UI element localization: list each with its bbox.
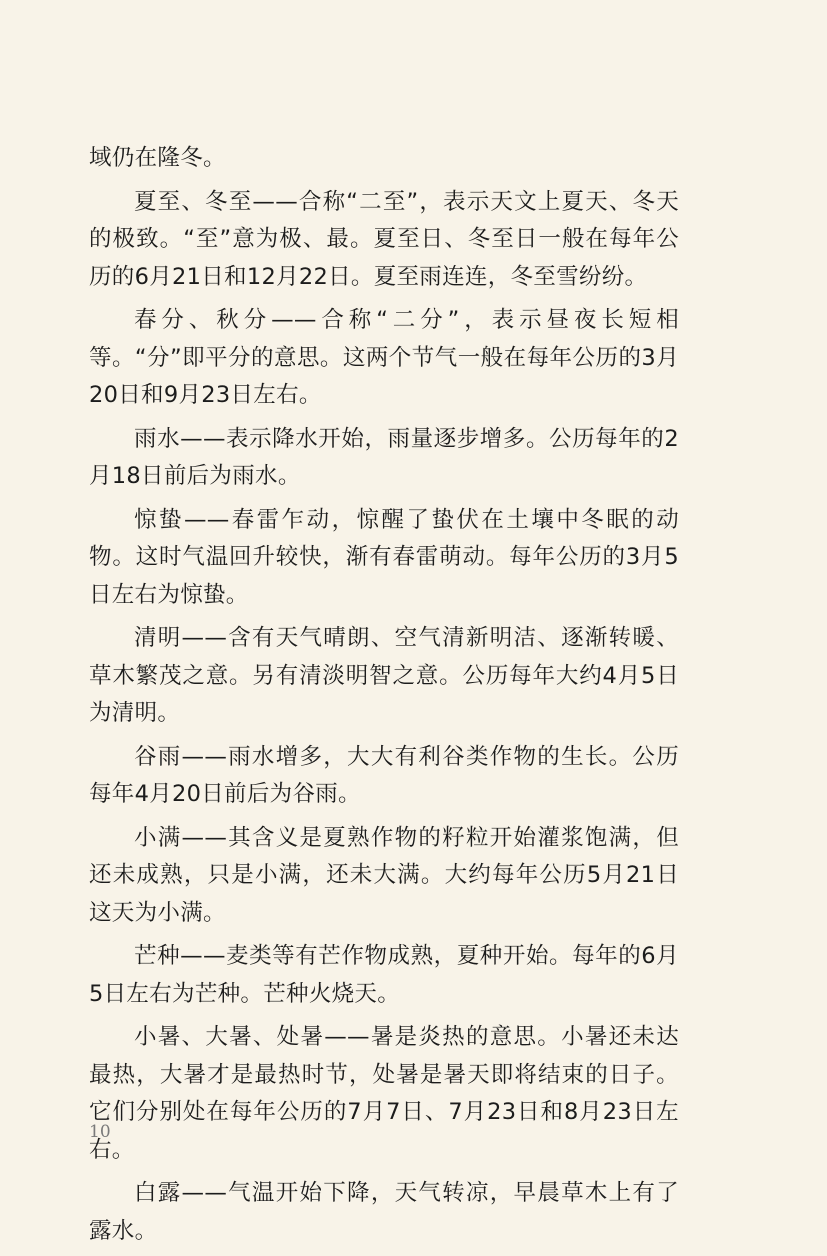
paragraph: 域仍在隆冬。 bbox=[89, 145, 226, 171]
paragraph: 清明——含有天气晴朗、空气清新明洁、逐渐转暖、草木繁茂之意。另有清淡明智之意。公历每年大约4月5日为清明。 bbox=[89, 625, 679, 726]
paragraph: 小满——其含义是夏熟作物的籽粒开始灌浆饱满，但还未成熟，只是小满，还未大满。大约每年公历5月21日这天为小满。 bbox=[89, 824, 679, 926]
paragraph: 白露——气温开始下降，天气转凉，早晨草木上有了露水。 bbox=[89, 1180, 679, 1244]
paragraph: 小暑、大暑、处暑——暑是炎热的意思。小暑还未达最热，大暑才是最热时节，处暑是暑天即将结束的日子。它们分别处在每年公历的7月7日、7月23日和8月23日左右。 bbox=[89, 1024, 679, 1163]
paragraph: 芒种——麦类等有芒作物成熟，夏种开始。每年的6月5日左右为芒种。芒种火烧天。 bbox=[89, 943, 679, 1007]
paragraph: 春分、秋分——合称“二分”，表示昼夜长短相等。“分”即平分的意思。这两个节气一般在每年公历的3月20日和9月23日左右。 bbox=[89, 307, 679, 408]
paragraph: 惊蛰——春雷乍动，惊醒了蛰伏在土壤中冬眠的动物。这时气温回升较快，渐有春雷萌动。每年公历的3月5日左右为惊蛰。 bbox=[89, 506, 679, 608]
paragraph: 夏至、冬至——合称“二至”，表示天文上夏天、冬天的极致。“至”意为极、最。夏至日、冬至日一般在每年公历的6月21日和12月22日。夏至雨连连，冬至雪纷纷。 bbox=[89, 188, 679, 290]
paragraph: 谷雨——雨水增多，大大有利谷类作物的生长。公历每年4月20日前后为谷雨。 bbox=[89, 743, 679, 807]
paragraph: 雨水——表示降水开始，雨量逐步增多。公历每年的2月18日前后为雨水。 bbox=[89, 425, 679, 489]
page-number: 10 bbox=[89, 1122, 111, 1142]
page-body bbox=[89, 140, 679, 1256]
